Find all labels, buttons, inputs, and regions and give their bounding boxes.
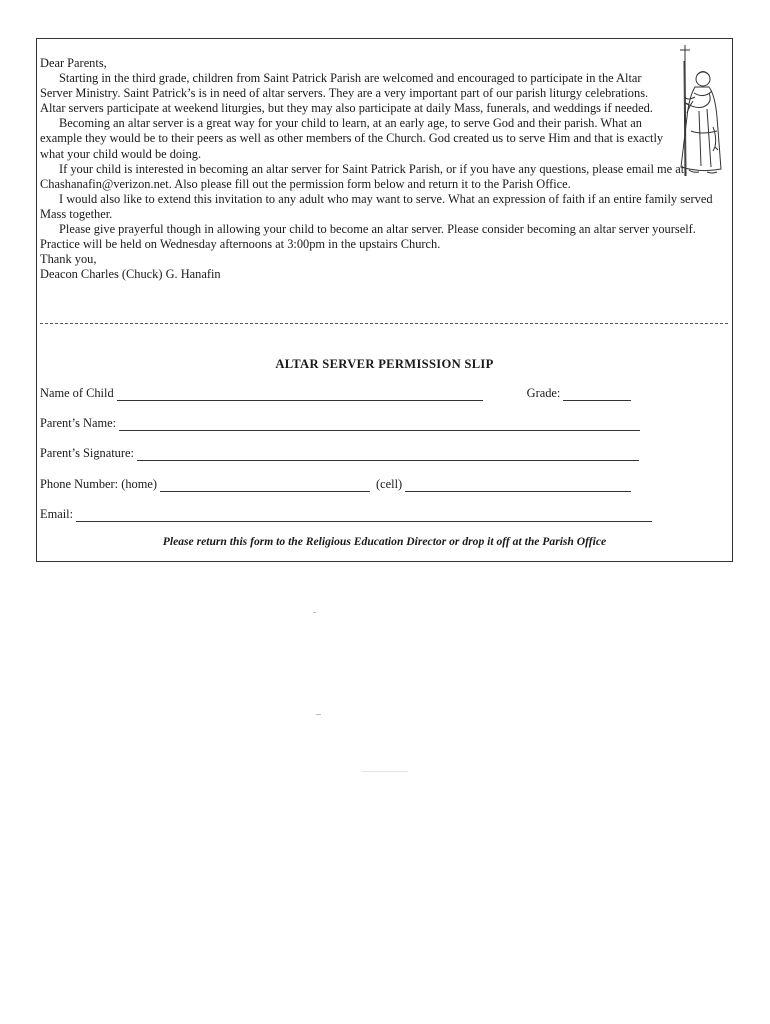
letter-paragraph: Starting in the third grade, children from Saint Patrick Parish are welcomed and encouraged to participate in the Altar Server Ministry. Saint Patrick’s is in need of altar servers. They are a very important part of our parish liturgy celebrations. Altar servers participate at weekend liturgies, but they may also participate at daily Mass, funerals, and weddings if needed.	[40, 71, 653, 116]
parent-name-row	[40, 416, 640, 431]
grade-label: Grade:	[526, 386, 561, 400]
phone-cell-label: (cell)	[376, 477, 403, 491]
email-field[interactable]	[76, 509, 652, 522]
letter-body	[40, 56, 730, 282]
child-name-label: Name of Child	[40, 386, 114, 400]
parent-signature-field[interactable]	[137, 448, 639, 461]
signature: Deacon Charles (Chuck) G. Hanafin	[40, 267, 221, 282]
parent-name-field[interactable]	[119, 418, 640, 431]
email-row	[40, 507, 652, 522]
scan-speck	[316, 714, 321, 715]
slip-title: ALTAR SERVER PERMISSION SLIP	[275, 357, 494, 371]
parent-signature-row	[40, 446, 639, 461]
letter-paragraph: Becoming an altar server is a great way for your child to learn, at an early age, to serve God and their parish. What an example they would be to their peers as well as other members of the Church. God created us to serve Him and that is exactly what your child would be doing.	[40, 116, 664, 161]
grade-field[interactable]	[563, 388, 631, 401]
scan-speck	[313, 612, 316, 613]
letter-paragraph: I would also like to extend this invitation to any adult who may want to serve. What an expression of faith if an entire family served Mass together.	[40, 191, 713, 221]
parent-name-label: Parent’s Name:	[40, 416, 117, 430]
closing: Thank you,	[40, 252, 97, 267]
letter-frame	[36, 38, 733, 562]
return-instructions: Please return this form to the Religious Education Director or drop it off at the Parish Office	[162, 535, 607, 548]
phone-cell-field[interactable]	[405, 479, 631, 492]
child-name-field[interactable]	[117, 388, 483, 401]
email-label: Email:	[40, 507, 74, 521]
scan-speck	[362, 771, 408, 772]
phone-home-field[interactable]	[160, 479, 370, 492]
child-row	[40, 386, 631, 401]
letter-paragraph: Please give prayerful though in allowing your child to become an altar server. Please consider becoming an altar server yourself. Practice will be held on Wednesday afternoons at 3:00pm in the upstairs Church.	[40, 222, 696, 252]
phone-home-label: Phone Number: (home)	[40, 477, 157, 491]
parent-signature-label: Parent’s Signature:	[40, 446, 134, 460]
phone-row	[40, 477, 631, 492]
cut-line	[40, 323, 728, 324]
letter-paragraph: If your child is interested in becoming an altar server for Saint Patrick Parish, or if you have any questions, please email me at Chashanafin@verizon.net. Also please fill out the permission form below and return it to the Parish Office.	[40, 161, 685, 191]
greeting: Dear Parents,	[40, 56, 107, 70]
